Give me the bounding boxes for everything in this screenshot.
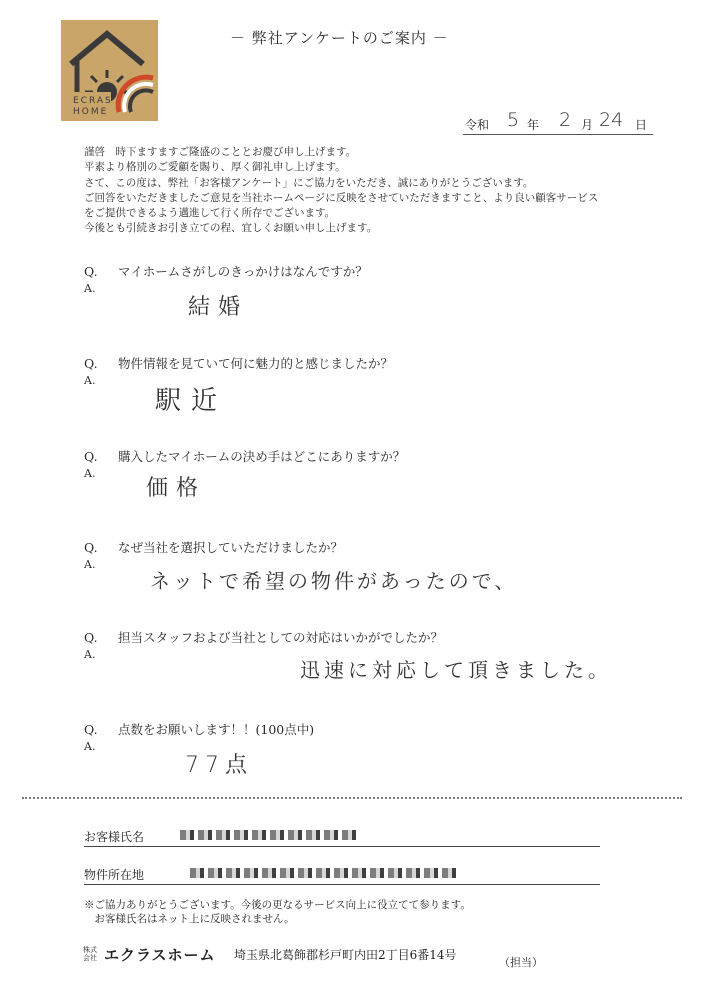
property-location-label: 物件所在地: [84, 868, 145, 882]
customer-name-underline: [84, 846, 600, 847]
date-era: 令和: [465, 118, 490, 132]
date-day: 24: [599, 109, 624, 131]
a-label: A.: [84, 740, 96, 753]
company-prefix-line: 株式: [83, 946, 97, 954]
q-label: Q.: [84, 449, 98, 464]
note-line: ※ご協力ありがとうございます。今後の更なるサービス向上に役立てて参ります。: [84, 899, 471, 911]
logo-line-1: ECRAS: [73, 96, 113, 106]
answer-handwritten: 77点: [185, 753, 253, 778]
qa-item-1: [84, 262, 644, 295]
a-label: A.: [84, 374, 96, 387]
answer-handwritten: ネットで希望の物件があったので、: [150, 569, 518, 593]
date-year: 5: [507, 109, 520, 131]
redacted-customer-name: [180, 830, 360, 840]
date-day-unit: 日: [635, 118, 648, 132]
greeting-text: [84, 145, 674, 237]
date-field: [463, 109, 653, 134]
question-text: 物件情報を見ていて何に魅力的と感じましたか？: [118, 356, 394, 371]
date-underline: [463, 134, 653, 135]
company-name: エクラスホーム: [104, 946, 216, 964]
greeting-line: ご回答をいただきましたご意見を当社ホームページに反映をさせていただきますこと、より良い顧客サービス: [84, 191, 599, 204]
logo-line-2: HOME: [73, 107, 109, 117]
q-label: Q.: [84, 264, 98, 279]
a-label: A.: [84, 648, 96, 661]
note-line: お客様氏名はネット上に反映されません。: [84, 913, 295, 925]
date-year-unit: 年: [527, 118, 540, 132]
a-label: A.: [84, 282, 96, 295]
answer-handwritten: 結婚: [188, 295, 249, 320]
ecras-home-logo: [61, 20, 158, 121]
question-text: 購入したマイホームの決め手はどこにありますか？: [118, 449, 406, 464]
question-text: マイホームさがしのきっかけはなんですか？: [118, 264, 368, 279]
a-label: A.: [84, 467, 96, 480]
greeting-line: さて、この度は、弊社「お客様アンケート」にご協力をいただき、誠にありがとうございます。: [84, 176, 534, 189]
question-text: 担当スタッフおよび当社としての対応はいかがでしたか？: [118, 630, 444, 645]
staff-label: （担当）: [499, 956, 543, 969]
thank-you-note: [84, 898, 471, 926]
greeting-line: 謹啓 時下ますますご隆盛のこととお慶び申し上げます。: [84, 146, 357, 158]
property-location-underline: [84, 884, 600, 885]
q-label: Q.: [84, 722, 98, 737]
date-month-unit: 月: [581, 118, 594, 132]
answer-handwritten: 価格: [146, 476, 207, 501]
customer-name-label: お客様氏名: [84, 830, 145, 844]
answer-handwritten: 駅近: [155, 386, 228, 416]
qa-item-6: [84, 720, 644, 753]
greeting-line: をご提供できるよう邁進して行く所存でございます。: [84, 207, 336, 220]
q-label: Q.: [84, 356, 98, 371]
greeting-line: 平素より格別のご愛顧を賜り、厚く御礼申し上げます。: [84, 161, 346, 174]
redacted-property-location: [190, 868, 460, 878]
dotted-separator: [22, 797, 682, 799]
company-prefix-line: 会社: [83, 954, 97, 962]
company-type-prefix: [83, 946, 97, 962]
answer-handwritten: 迅速に対応して頂きました。: [300, 658, 612, 682]
greeting-line: 今後とも引続きお引き立ての程、宜しくお願い申し上げます。: [84, 222, 378, 235]
q-label: Q.: [84, 540, 98, 555]
page-title: － 弊社アンケートのご案内 －: [230, 29, 449, 47]
q-label: Q.: [84, 630, 98, 645]
a-label: A.: [84, 558, 96, 571]
question-text: なぜ当社を選択していただけましたか？: [118, 540, 344, 555]
date-month: 2: [559, 109, 572, 131]
question-text: 点数をお願いします！！(100点中): [118, 722, 315, 737]
company-address: 埼玉県北葛飾郡杉戸町内田2丁目6番14号: [234, 948, 457, 962]
